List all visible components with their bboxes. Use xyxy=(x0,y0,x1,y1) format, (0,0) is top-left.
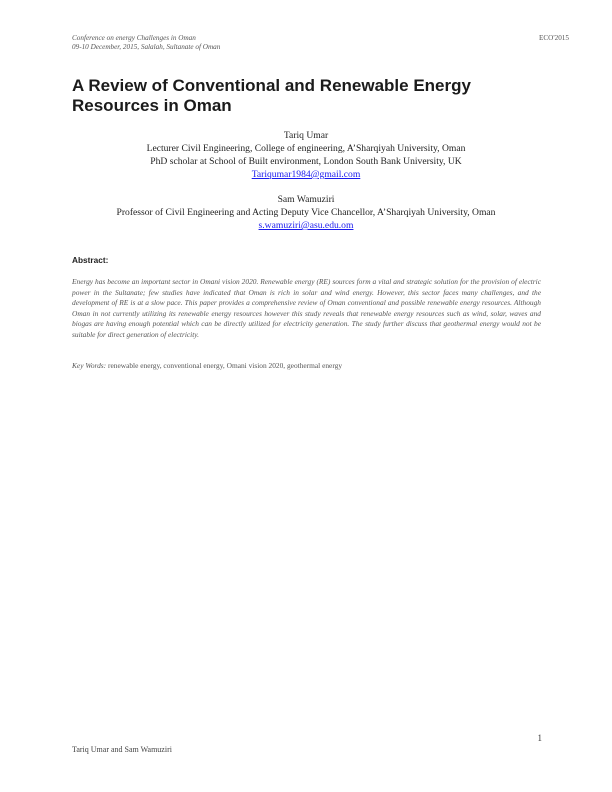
author-affiliation: Lecturer Civil Engineering, College of engineering, A’Sharqiyah University, Oman xyxy=(146,143,466,154)
abstract-heading: Abstract: xyxy=(72,255,109,265)
page-number: 1 xyxy=(537,733,542,743)
author-affiliation: Professor of Civil Engineering and Acting Deputy Vice Chancellor, A’Sharqiyah University, Oman xyxy=(116,207,496,218)
footer-authors: Tariq Umar and Sam Wamuziri xyxy=(72,745,172,754)
keywords-label: Key Words: xyxy=(72,361,107,370)
author-block-2 xyxy=(60,193,552,232)
author-name: Tariq Umar xyxy=(283,130,329,141)
abstract-text: Energy has become an important sector in Omani vision 2020. Renewable energy (RE) sources form a vital and strategic solution for the provision of electric power in the Sultanate; few studies have indicated that Oman is rich in solar and wind energy. However, this sector faces many challenges, and the development of RE is at a slow pace. This paper provides a comprehensive review of Oman conventional and possible renewable energy resources. Although Oman in not currently utilizing its renewable energy resources however this study reveals that renewable energy resources such as wind, solar, waves and biogas are having enough potential which can be directly utilized for electricity generation. The study further discuss that geothermal energy would not be suitable for direct generation of electricity. xyxy=(72,277,541,339)
keywords xyxy=(72,361,541,371)
paper-title: A Review of Conventional and Renewable Energy Resources in Oman xyxy=(72,76,471,115)
author-email-link[interactable]: s.wamuziri@asu.edu.om xyxy=(258,220,354,231)
running-header xyxy=(72,34,220,51)
keywords-text: renewable energy, conventional energy, Omani vision 2020, geothermal energy xyxy=(108,361,343,370)
conference-date-location: 09-10 December, 2015, Salalah, Sultanate of Oman xyxy=(72,42,221,51)
conference-code: ECO'2015 xyxy=(538,34,569,42)
conference-name: Conference on energy Challenges in Oman xyxy=(72,34,196,42)
author-email-link[interactable]: Tariqumar1984@gmail.com xyxy=(251,169,361,180)
author-block-1 xyxy=(60,129,552,181)
author-name: Sam Wamuziri xyxy=(277,194,335,205)
author-affiliation: PhD scholar at School of Built environment, London South Bank University, UK xyxy=(150,156,462,167)
